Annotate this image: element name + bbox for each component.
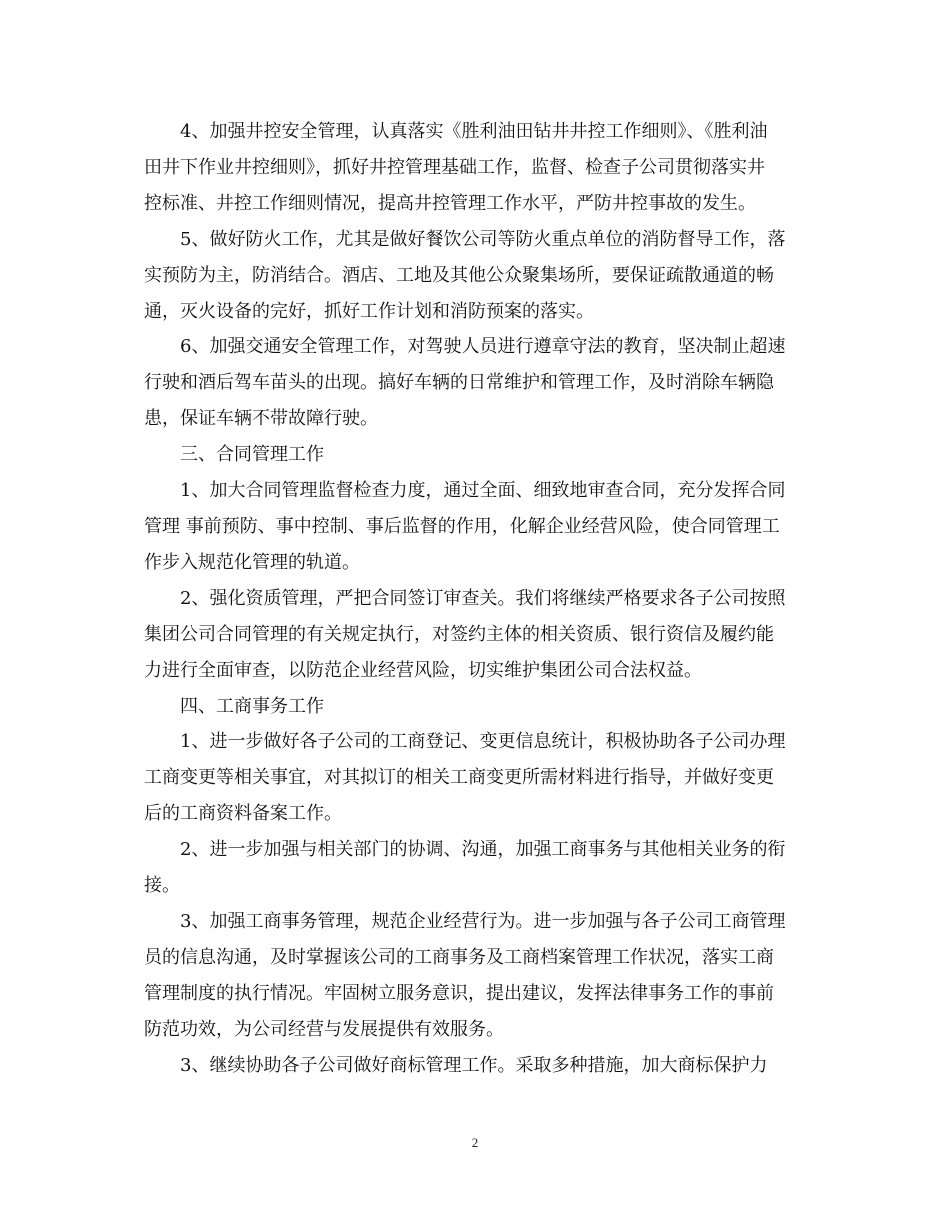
text-line: 后的工商资料备案工作。 — [144, 803, 342, 825]
document-body — [144, 114, 806, 1083]
paragraph-fire-prevention — [144, 222, 806, 330]
text-line: 患，保证车辆不带故障行驶。 — [144, 408, 378, 430]
text-line: 行驶和酒后驾车苗头的出现。搞好车辆的日常维护和管理工作，及时消除车辆隐 — [144, 372, 774, 394]
text-line: 4、加强井控安全管理，认真落实《胜利油田钻井井控工作细则》、《胜利油 — [180, 121, 768, 142]
paragraph-contract-supervision — [144, 473, 806, 581]
text-line: 管理制度的执行情况。牢固树立服务意识，提出建议，发挥法律事务工作的事前 — [144, 982, 774, 1004]
section-heading: 三、合同管理工作 — [180, 444, 324, 466]
paragraph-business-affairs-management — [144, 904, 806, 1048]
section-heading: 四、工商事务工作 — [180, 695, 324, 717]
text-line: 2、强化资质管理，严把合同签订审查关。我们将继续严格要求各子公司按照 — [180, 587, 786, 609]
text-line: 6、加强交通安全管理工作，对驾驶人员进行遵章守法的教育，坚决制止超速 — [180, 336, 786, 358]
text-line: 3、加强工商事务管理，规范企业经营行为。进一步加强与各子公司工商管理 — [180, 910, 786, 932]
paragraph-well-control — [144, 114, 806, 222]
text-line: 工商变更等相关事宜，对其拟订的相关工商变更所需材料进行指导，并做好变更 — [144, 767, 774, 789]
paragraph-qualification-management — [144, 581, 806, 689]
text-line: 实预防为主，防消结合。酒店、工地及其他公众聚集场所，要保证疏散通道的畅 — [144, 264, 774, 286]
paragraph-department-coordination — [144, 832, 806, 904]
paragraph-business-registration — [144, 724, 806, 832]
paragraph-traffic-safety — [144, 329, 806, 437]
text-line: 员的信息沟通，及时掌握该公司的工商事务及工商档案管理工作状况，落实工商 — [144, 946, 774, 968]
text-line: 3、继续协助各子公司做好商标管理工作。采取多种措施，加大商标保护力 — [180, 1054, 768, 1076]
text-line: 2、进一步加强与相关部门的协调、沟通，加强工商事务与其他相关业务的衔 — [180, 839, 786, 861]
text-line: 接。 — [144, 875, 180, 897]
text-line: 管理 事前预防、事中控制、事后监督的作用，化解企业经营风险，使合同管理工 — [144, 515, 780, 537]
page-number: 2 — [471, 1135, 479, 1150]
text-line: 集团公司合同管理的有关规定执行，对签约主体的相关资质、银行资信及履约能 — [144, 623, 774, 645]
text-line: 防范功效，为公司经营与发展提供有效服务。 — [144, 1018, 504, 1040]
text-line: 通，灭火设备的完好，抓好工作计划和消防预案的落实。 — [144, 300, 594, 322]
text-line: 1、加大合同管理监督检查力度，通过全面、细致地审查合同，充分发挥合同 — [180, 480, 786, 502]
paragraph-trademark-management — [144, 1048, 806, 1084]
text-line: 作步入规范化管理的轨道。 — [144, 551, 360, 573]
section-heading-contract-management — [144, 437, 806, 473]
section-heading-business-affairs — [144, 689, 806, 725]
text-line: 力进行全面审查，以防范企业经营风险，切实维护集团公司合法权益。 — [144, 659, 702, 681]
text-line: 5、做好防火工作，尤其是做好餐饮公司等防火重点单位的消防督导工作，落 — [180, 228, 786, 250]
text-line: 控标准、井控工作细则情况，提高井控管理工作水平，严防井控事故的发生。 — [144, 192, 756, 214]
text-line: 田井下作业井控细则》，抓好井控管理基础工作，监督、检查子公司贯彻落实井 — [144, 156, 765, 178]
text-line: 1、进一步做好各子公司的工商登记、变更信息统计，积极协助各子公司办理 — [180, 731, 786, 753]
